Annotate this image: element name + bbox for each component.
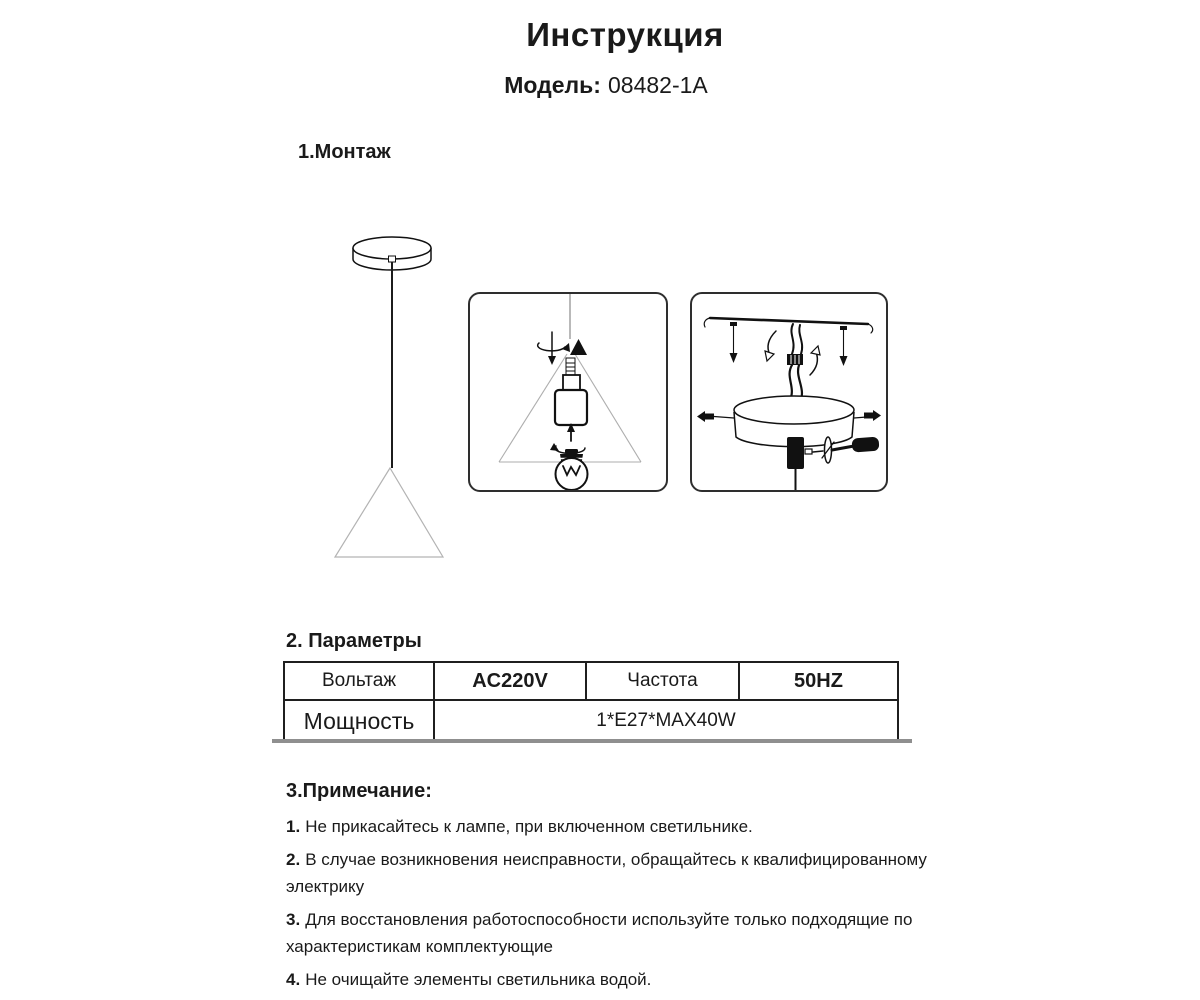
cone-shade (335, 468, 443, 557)
model-line (0, 72, 1200, 99)
curved-arrow-down-icon (765, 331, 776, 361)
note-number: 2. (286, 850, 301, 869)
table-row (284, 700, 898, 742)
note-item (286, 846, 936, 900)
threaded-stub (566, 358, 575, 375)
model-value: 08482-1A (607, 72, 708, 98)
lamp-socket (555, 390, 587, 425)
mounting-bracket (704, 318, 872, 333)
ceiling-mount-drawing (692, 294, 886, 490)
table-bottom-rule (272, 739, 912, 743)
curved-arrow-up-icon (810, 346, 820, 375)
voltage-label: Вольтаж (284, 662, 434, 700)
page-title: Инструкция (526, 16, 724, 53)
hanging-screw-right (840, 326, 848, 366)
frequency-value: 50HZ (739, 662, 898, 700)
rotate-arrow-icon (538, 332, 570, 365)
side-screw-right (854, 410, 881, 421)
frequency-label: Частота (586, 662, 739, 700)
section-heading-parameters: 2. Параметры (286, 630, 422, 652)
wires (787, 324, 803, 400)
section-heading-montage: 1.Монтаж (298, 141, 391, 163)
table-row (284, 662, 898, 700)
note-text: В случае возникновения неисправности, обращайтесь к квалифицированному электрику (286, 850, 927, 896)
parameters-table (283, 661, 899, 743)
note-text: Не прикасайтесь к лампе, при включенном светильнике. (305, 817, 753, 836)
note-number: 4. (286, 970, 301, 989)
bulb-install-drawing (470, 294, 666, 490)
note-text: Для восстановления работоспособности используйте только подходящие по характеристикам комплектующие (286, 910, 913, 956)
section-heading-notes: 3.Примечание: (286, 780, 432, 802)
ceiling-mount-diagram (690, 292, 888, 492)
note-item (286, 813, 936, 840)
pendant-lamp-drawing (322, 228, 462, 568)
notes-list (286, 813, 936, 999)
grip-screw (805, 449, 812, 454)
side-screw-left (697, 411, 734, 422)
note-text: Не очищайте элементы светильника водой. (305, 970, 652, 989)
note-number: 1. (286, 817, 301, 836)
socket-neck (563, 375, 580, 390)
bulb-install-diagram (468, 292, 668, 492)
power-value: 1*E27*MAX40W (434, 700, 898, 742)
up-triangle-icon (570, 339, 587, 355)
note-number: 3. (286, 910, 301, 929)
voltage-value: AC220V (434, 662, 586, 700)
power-label: Мощность (284, 700, 434, 742)
bulb-icon (556, 449, 588, 490)
hanging-screw-left (730, 322, 738, 363)
cord-grip-knob (389, 256, 396, 262)
note-item (286, 966, 936, 993)
note-item (286, 906, 936, 960)
model-label: Модель: (504, 72, 601, 98)
